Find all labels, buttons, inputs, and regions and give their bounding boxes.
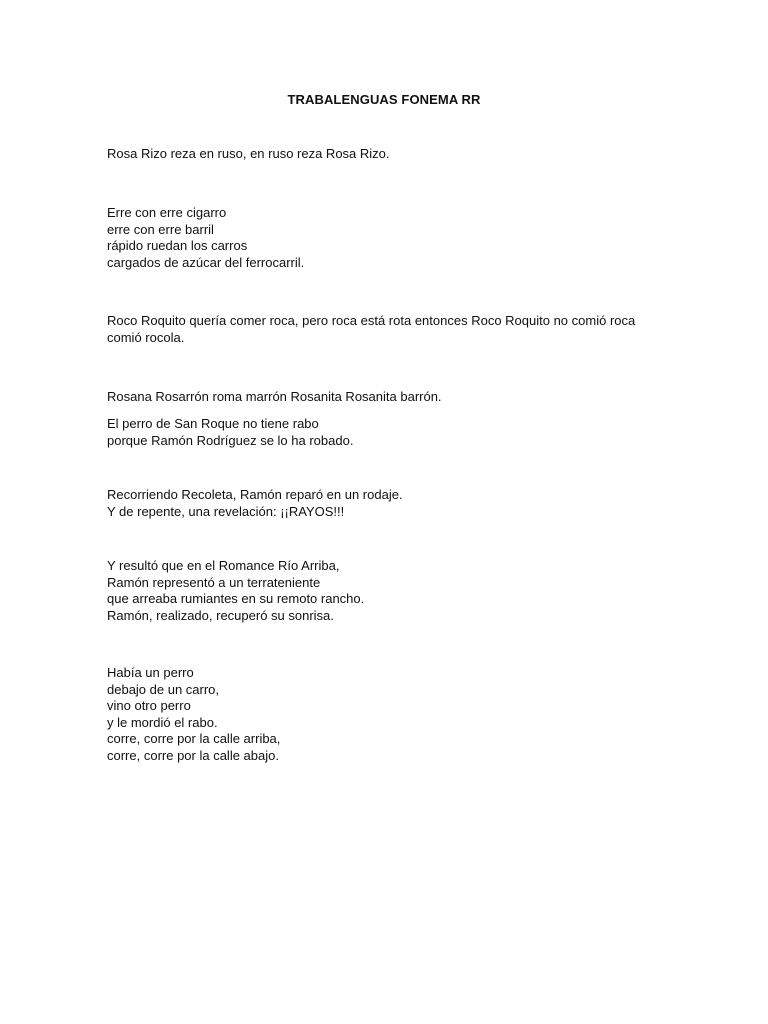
stanza-5 — [107, 416, 687, 449]
stanza-line: vino otro perro — [107, 698, 191, 713]
stanza-line: que arreaba rumiantes en su remoto rancho. — [107, 591, 365, 606]
stanza-line: corre, corre por la calle abajo. — [107, 747, 279, 763]
stanza-line: rápido ruedan los carros — [107, 238, 248, 253]
document-title: TRABALENGUAS FONEMA RR — [287, 92, 481, 107]
stanza-8 — [107, 665, 687, 764]
stanza-line: Ramón representó a un terrateniente — [107, 574, 321, 590]
stanza-line: porque Ramón Rodríguez se lo ha robado. — [107, 432, 354, 448]
stanza-line: Rosa Rizo reza en ruso, en ruso reza Rosa Rizo. — [107, 146, 390, 161]
stanza-6 — [107, 487, 687, 520]
stanza-1 — [107, 146, 687, 163]
stanza-line: Había un perro — [107, 665, 194, 680]
stanza-line: y le mordió el rabo. — [107, 714, 218, 730]
stanza-line: cargados de azúcar del ferrocarril. — [107, 254, 305, 270]
stanza-line: comió rocola. — [107, 329, 185, 345]
stanza-line: Roco Roquito quería comer roca, pero roca está rota entonces Roco Roquito no comió roca — [107, 313, 636, 328]
stanza-line: Recorriendo Recoleta, Ramón reparó en un rodaje. — [107, 487, 403, 502]
stanza-7 — [107, 558, 687, 624]
stanza-line: debajo de un carro, — [107, 681, 220, 697]
stanza-line: El perro de San Roque no tiene rabo — [107, 416, 319, 431]
stanza-line: erre con erre barril — [107, 221, 214, 237]
stanza-line: corre, corre por la calle arriba, — [107, 731, 281, 746]
stanza-line: Rosana Rosarrón roma marrón Rosanita Rosanita barrón. — [107, 389, 442, 404]
stanza-line: Ramón, realizado, recuperó su sonrisa. — [107, 607, 334, 623]
stanza-4 — [107, 389, 687, 406]
stanza-line: Erre con erre cigarro — [107, 205, 227, 220]
stanza-line: Y resultó que en el Romance Río Arriba, — [107, 558, 340, 573]
stanza-line: Y de repente, una revelación: ¡¡RAYOS!!! — [107, 503, 345, 519]
stanza-2 — [107, 205, 687, 271]
stanza-3 — [107, 313, 687, 346]
